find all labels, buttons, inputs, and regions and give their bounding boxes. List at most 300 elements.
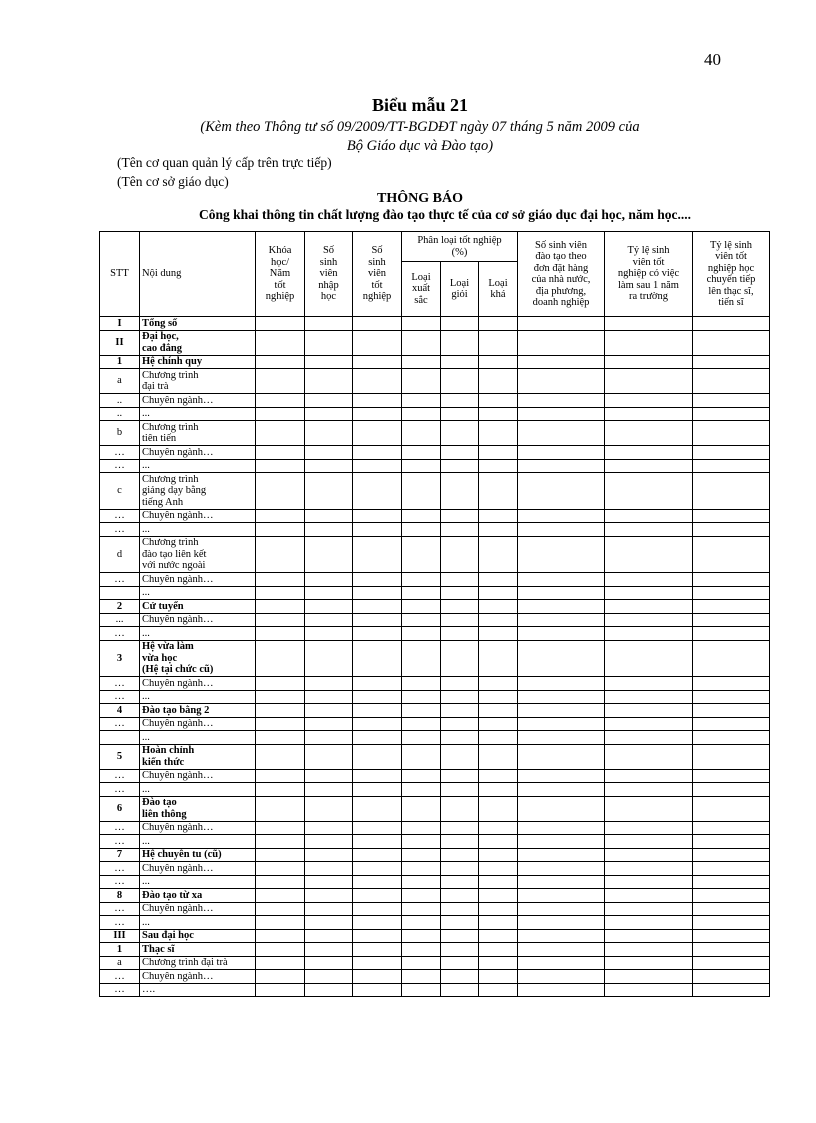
empty-cell[interactable] <box>402 783 441 797</box>
empty-cell[interactable] <box>353 717 402 731</box>
empty-cell[interactable] <box>353 970 402 984</box>
empty-cell[interactable] <box>402 677 441 691</box>
empty-cell[interactable] <box>402 835 441 849</box>
empty-cell[interactable] <box>256 586 305 600</box>
empty-cell[interactable] <box>256 916 305 930</box>
empty-cell[interactable] <box>441 902 479 916</box>
empty-cell[interactable] <box>305 677 353 691</box>
empty-cell[interactable] <box>479 783 518 797</box>
empty-cell[interactable] <box>518 407 605 421</box>
empty-cell[interactable] <box>605 848 693 862</box>
empty-cell[interactable] <box>305 473 353 510</box>
empty-cell[interactable] <box>256 627 305 641</box>
empty-cell[interactable] <box>305 600 353 614</box>
empty-cell[interactable] <box>479 889 518 903</box>
empty-cell[interactable] <box>518 330 605 355</box>
empty-cell[interactable] <box>305 640 353 677</box>
empty-cell[interactable] <box>605 369 693 394</box>
empty-cell[interactable] <box>518 640 605 677</box>
empty-cell[interactable] <box>605 731 693 745</box>
empty-cell[interactable] <box>693 769 770 783</box>
empty-cell[interactable] <box>479 677 518 691</box>
empty-cell[interactable] <box>402 929 441 943</box>
empty-cell[interactable] <box>479 613 518 627</box>
empty-cell[interactable] <box>479 902 518 916</box>
empty-cell[interactable] <box>441 783 479 797</box>
empty-cell[interactable] <box>353 929 402 943</box>
empty-cell[interactable] <box>305 586 353 600</box>
empty-cell[interactable] <box>605 796 693 821</box>
empty-cell[interactable] <box>479 459 518 473</box>
empty-cell[interactable] <box>479 509 518 523</box>
empty-cell[interactable] <box>518 677 605 691</box>
empty-cell[interactable] <box>305 690 353 704</box>
empty-cell[interactable] <box>256 573 305 587</box>
empty-cell[interactable] <box>256 929 305 943</box>
empty-cell[interactable] <box>441 717 479 731</box>
empty-cell[interactable] <box>353 690 402 704</box>
empty-cell[interactable] <box>479 473 518 510</box>
empty-cell[interactable] <box>305 916 353 930</box>
empty-cell[interactable] <box>305 536 353 573</box>
empty-cell[interactable] <box>693 407 770 421</box>
empty-cell[interactable] <box>441 821 479 835</box>
empty-cell[interactable] <box>305 769 353 783</box>
empty-cell[interactable] <box>518 916 605 930</box>
empty-cell[interactable] <box>353 889 402 903</box>
empty-cell[interactable] <box>693 943 770 957</box>
empty-cell[interactable] <box>479 640 518 677</box>
empty-cell[interactable] <box>256 369 305 394</box>
empty-cell[interactable] <box>693 330 770 355</box>
empty-cell[interactable] <box>353 956 402 970</box>
empty-cell[interactable] <box>402 983 441 997</box>
empty-cell[interactable] <box>693 821 770 835</box>
empty-cell[interactable] <box>353 394 402 408</box>
empty-cell[interactable] <box>518 821 605 835</box>
empty-cell[interactable] <box>402 717 441 731</box>
empty-cell[interactable] <box>256 677 305 691</box>
empty-cell[interactable] <box>305 821 353 835</box>
empty-cell[interactable] <box>518 970 605 984</box>
empty-cell[interactable] <box>256 613 305 627</box>
empty-cell[interactable] <box>441 394 479 408</box>
empty-cell[interactable] <box>256 731 305 745</box>
empty-cell[interactable] <box>605 902 693 916</box>
empty-cell[interactable] <box>402 536 441 573</box>
empty-cell[interactable] <box>518 600 605 614</box>
empty-cell[interactable] <box>518 943 605 957</box>
empty-cell[interactable] <box>518 573 605 587</box>
empty-cell[interactable] <box>518 394 605 408</box>
empty-cell[interactable] <box>605 613 693 627</box>
empty-cell[interactable] <box>353 536 402 573</box>
empty-cell[interactable] <box>441 355 479 369</box>
empty-cell[interactable] <box>305 956 353 970</box>
empty-cell[interactable] <box>353 446 402 460</box>
empty-cell[interactable] <box>353 473 402 510</box>
empty-cell[interactable] <box>693 355 770 369</box>
empty-cell[interactable] <box>441 407 479 421</box>
empty-cell[interactable] <box>353 600 402 614</box>
empty-cell[interactable] <box>305 355 353 369</box>
empty-cell[interactable] <box>518 369 605 394</box>
empty-cell[interactable] <box>305 970 353 984</box>
empty-cell[interactable] <box>693 796 770 821</box>
empty-cell[interactable] <box>479 446 518 460</box>
empty-cell[interactable] <box>479 875 518 889</box>
empty-cell[interactable] <box>479 862 518 876</box>
empty-cell[interactable] <box>256 473 305 510</box>
empty-cell[interactable] <box>402 459 441 473</box>
empty-cell[interactable] <box>256 355 305 369</box>
empty-cell[interactable] <box>605 523 693 537</box>
empty-cell[interactable] <box>353 586 402 600</box>
empty-cell[interactable] <box>441 677 479 691</box>
empty-cell[interactable] <box>518 446 605 460</box>
empty-cell[interactable] <box>605 536 693 573</box>
empty-cell[interactable] <box>305 717 353 731</box>
empty-cell[interactable] <box>441 704 479 718</box>
empty-cell[interactable] <box>256 821 305 835</box>
empty-cell[interactable] <box>518 835 605 849</box>
empty-cell[interactable] <box>479 796 518 821</box>
empty-cell[interactable] <box>402 821 441 835</box>
empty-cell[interactable] <box>693 704 770 718</box>
empty-cell[interactable] <box>441 640 479 677</box>
empty-cell[interactable] <box>402 407 441 421</box>
empty-cell[interactable] <box>353 875 402 889</box>
empty-cell[interactable] <box>305 627 353 641</box>
empty-cell[interactable] <box>256 523 305 537</box>
empty-cell[interactable] <box>605 446 693 460</box>
empty-cell[interactable] <box>693 983 770 997</box>
empty-cell[interactable] <box>441 627 479 641</box>
empty-cell[interactable] <box>441 690 479 704</box>
empty-cell[interactable] <box>353 509 402 523</box>
empty-cell[interactable] <box>605 690 693 704</box>
empty-cell[interactable] <box>441 586 479 600</box>
empty-cell[interactable] <box>353 848 402 862</box>
empty-cell[interactable] <box>305 394 353 408</box>
empty-cell[interactable] <box>605 769 693 783</box>
empty-cell[interactable] <box>605 600 693 614</box>
empty-cell[interactable] <box>693 600 770 614</box>
empty-cell[interactable] <box>479 421 518 446</box>
empty-cell[interactable] <box>693 744 770 769</box>
empty-cell[interactable] <box>441 835 479 849</box>
empty-cell[interactable] <box>518 902 605 916</box>
empty-cell[interactable] <box>605 717 693 731</box>
empty-cell[interactable] <box>441 600 479 614</box>
empty-cell[interactable] <box>353 835 402 849</box>
empty-cell[interactable] <box>441 983 479 997</box>
empty-cell[interactable] <box>441 731 479 745</box>
empty-cell[interactable] <box>256 783 305 797</box>
empty-cell[interactable] <box>693 459 770 473</box>
empty-cell[interactable] <box>605 916 693 930</box>
empty-cell[interactable] <box>605 875 693 889</box>
empty-cell[interactable] <box>441 421 479 446</box>
empty-cell[interactable] <box>693 369 770 394</box>
empty-cell[interactable] <box>479 407 518 421</box>
empty-cell[interactable] <box>256 835 305 849</box>
empty-cell[interactable] <box>518 473 605 510</box>
empty-cell[interactable] <box>693 573 770 587</box>
empty-cell[interactable] <box>479 717 518 731</box>
empty-cell[interactable] <box>256 862 305 876</box>
empty-cell[interactable] <box>693 509 770 523</box>
empty-cell[interactable] <box>693 627 770 641</box>
empty-cell[interactable] <box>441 889 479 903</box>
empty-cell[interactable] <box>693 731 770 745</box>
empty-cell[interactable] <box>605 473 693 510</box>
empty-cell[interactable] <box>402 523 441 537</box>
empty-cell[interactable] <box>693 916 770 930</box>
empty-cell[interactable] <box>605 586 693 600</box>
empty-cell[interactable] <box>353 330 402 355</box>
empty-cell[interactable] <box>256 407 305 421</box>
empty-cell[interactable] <box>305 862 353 876</box>
empty-cell[interactable] <box>693 875 770 889</box>
empty-cell[interactable] <box>693 783 770 797</box>
empty-cell[interactable] <box>605 704 693 718</box>
empty-cell[interactable] <box>518 421 605 446</box>
empty-cell[interactable] <box>518 523 605 537</box>
empty-cell[interactable] <box>605 317 693 331</box>
empty-cell[interactable] <box>518 731 605 745</box>
empty-cell[interactable] <box>518 317 605 331</box>
empty-cell[interactable] <box>256 796 305 821</box>
empty-cell[interactable] <box>402 446 441 460</box>
empty-cell[interactable] <box>353 523 402 537</box>
empty-cell[interactable] <box>693 862 770 876</box>
empty-cell[interactable] <box>256 744 305 769</box>
empty-cell[interactable] <box>305 613 353 627</box>
empty-cell[interactable] <box>256 983 305 997</box>
empty-cell[interactable] <box>605 355 693 369</box>
empty-cell[interactable] <box>305 875 353 889</box>
empty-cell[interactable] <box>353 421 402 446</box>
empty-cell[interactable] <box>353 731 402 745</box>
empty-cell[interactable] <box>256 600 305 614</box>
empty-cell[interactable] <box>518 848 605 862</box>
empty-cell[interactable] <box>402 731 441 745</box>
empty-cell[interactable] <box>256 421 305 446</box>
empty-cell[interactable] <box>479 573 518 587</box>
empty-cell[interactable] <box>305 983 353 997</box>
empty-cell[interactable] <box>693 677 770 691</box>
empty-cell[interactable] <box>693 394 770 408</box>
empty-cell[interactable] <box>256 717 305 731</box>
empty-cell[interactable] <box>305 943 353 957</box>
empty-cell[interactable] <box>353 744 402 769</box>
empty-cell[interactable] <box>256 943 305 957</box>
empty-cell[interactable] <box>402 744 441 769</box>
empty-cell[interactable] <box>479 317 518 331</box>
empty-cell[interactable] <box>305 848 353 862</box>
empty-cell[interactable] <box>402 916 441 930</box>
empty-cell[interactable] <box>441 317 479 331</box>
empty-cell[interactable] <box>402 889 441 903</box>
empty-cell[interactable] <box>305 929 353 943</box>
empty-cell[interactable] <box>305 509 353 523</box>
empty-cell[interactable] <box>441 573 479 587</box>
empty-cell[interactable] <box>441 848 479 862</box>
empty-cell[interactable] <box>605 421 693 446</box>
empty-cell[interactable] <box>479 835 518 849</box>
empty-cell[interactable] <box>305 369 353 394</box>
empty-cell[interactable] <box>518 627 605 641</box>
empty-cell[interactable] <box>441 862 479 876</box>
empty-cell[interactable] <box>441 330 479 355</box>
empty-cell[interactable] <box>479 916 518 930</box>
empty-cell[interactable] <box>402 848 441 862</box>
empty-cell[interactable] <box>441 509 479 523</box>
empty-cell[interactable] <box>305 704 353 718</box>
empty-cell[interactable] <box>402 956 441 970</box>
empty-cell[interactable] <box>256 956 305 970</box>
empty-cell[interactable] <box>441 369 479 394</box>
empty-cell[interactable] <box>605 821 693 835</box>
empty-cell[interactable] <box>256 848 305 862</box>
empty-cell[interactable] <box>518 983 605 997</box>
empty-cell[interactable] <box>441 943 479 957</box>
empty-cell[interactable] <box>402 421 441 446</box>
empty-cell[interactable] <box>605 744 693 769</box>
empty-cell[interactable] <box>479 848 518 862</box>
empty-cell[interactable] <box>605 640 693 677</box>
empty-cell[interactable] <box>353 862 402 876</box>
empty-cell[interactable] <box>479 744 518 769</box>
empty-cell[interactable] <box>402 704 441 718</box>
empty-cell[interactable] <box>305 744 353 769</box>
empty-cell[interactable] <box>353 369 402 394</box>
empty-cell[interactable] <box>605 394 693 408</box>
empty-cell[interactable] <box>256 690 305 704</box>
empty-cell[interactable] <box>693 929 770 943</box>
empty-cell[interactable] <box>518 929 605 943</box>
empty-cell[interactable] <box>353 983 402 997</box>
empty-cell[interactable] <box>479 536 518 573</box>
empty-cell[interactable] <box>256 902 305 916</box>
empty-cell[interactable] <box>479 970 518 984</box>
empty-cell[interactable] <box>479 627 518 641</box>
empty-cell[interactable] <box>693 889 770 903</box>
empty-cell[interactable] <box>305 835 353 849</box>
empty-cell[interactable] <box>353 677 402 691</box>
empty-cell[interactable] <box>693 421 770 446</box>
empty-cell[interactable] <box>353 796 402 821</box>
empty-cell[interactable] <box>693 523 770 537</box>
empty-cell[interactable] <box>479 983 518 997</box>
empty-cell[interactable] <box>605 330 693 355</box>
empty-cell[interactable] <box>305 421 353 446</box>
empty-cell[interactable] <box>256 394 305 408</box>
empty-cell[interactable] <box>441 929 479 943</box>
empty-cell[interactable] <box>402 902 441 916</box>
empty-cell[interactable] <box>305 573 353 587</box>
empty-cell[interactable] <box>441 796 479 821</box>
empty-cell[interactable] <box>605 509 693 523</box>
empty-cell[interactable] <box>402 317 441 331</box>
empty-cell[interactable] <box>353 640 402 677</box>
empty-cell[interactable] <box>441 446 479 460</box>
empty-cell[interactable] <box>605 862 693 876</box>
empty-cell[interactable] <box>256 970 305 984</box>
empty-cell[interactable] <box>256 446 305 460</box>
empty-cell[interactable] <box>693 640 770 677</box>
empty-cell[interactable] <box>402 943 441 957</box>
empty-cell[interactable] <box>479 369 518 394</box>
empty-cell[interactable] <box>518 889 605 903</box>
empty-cell[interactable] <box>441 523 479 537</box>
empty-cell[interactable] <box>605 983 693 997</box>
empty-cell[interactable] <box>693 835 770 849</box>
empty-cell[interactable] <box>256 704 305 718</box>
empty-cell[interactable] <box>402 509 441 523</box>
empty-cell[interactable] <box>479 586 518 600</box>
empty-cell[interactable] <box>353 783 402 797</box>
empty-cell[interactable] <box>518 613 605 627</box>
empty-cell[interactable] <box>305 783 353 797</box>
empty-cell[interactable] <box>305 889 353 903</box>
empty-cell[interactable] <box>353 573 402 587</box>
empty-cell[interactable] <box>256 509 305 523</box>
empty-cell[interactable] <box>305 523 353 537</box>
empty-cell[interactable] <box>693 473 770 510</box>
empty-cell[interactable] <box>693 613 770 627</box>
empty-cell[interactable] <box>693 690 770 704</box>
empty-cell[interactable] <box>441 536 479 573</box>
empty-cell[interactable] <box>353 407 402 421</box>
empty-cell[interactable] <box>256 536 305 573</box>
empty-cell[interactable] <box>402 970 441 984</box>
empty-cell[interactable] <box>479 956 518 970</box>
empty-cell[interactable] <box>402 600 441 614</box>
empty-cell[interactable] <box>605 956 693 970</box>
empty-cell[interactable] <box>441 956 479 970</box>
empty-cell[interactable] <box>353 317 402 331</box>
empty-cell[interactable] <box>402 586 441 600</box>
empty-cell[interactable] <box>441 875 479 889</box>
empty-cell[interactable] <box>305 446 353 460</box>
empty-cell[interactable] <box>693 902 770 916</box>
empty-cell[interactable] <box>479 523 518 537</box>
empty-cell[interactable] <box>402 796 441 821</box>
empty-cell[interactable] <box>402 330 441 355</box>
empty-cell[interactable] <box>402 369 441 394</box>
empty-cell[interactable] <box>693 536 770 573</box>
empty-cell[interactable] <box>305 407 353 421</box>
empty-cell[interactable] <box>479 600 518 614</box>
empty-cell[interactable] <box>441 744 479 769</box>
empty-cell[interactable] <box>479 821 518 835</box>
empty-cell[interactable] <box>305 330 353 355</box>
empty-cell[interactable] <box>479 394 518 408</box>
empty-cell[interactable] <box>402 862 441 876</box>
empty-cell[interactable] <box>518 875 605 889</box>
empty-cell[interactable] <box>305 459 353 473</box>
empty-cell[interactable] <box>256 459 305 473</box>
empty-cell[interactable] <box>605 677 693 691</box>
empty-cell[interactable] <box>441 970 479 984</box>
empty-cell[interactable] <box>441 459 479 473</box>
empty-cell[interactable] <box>402 355 441 369</box>
empty-cell[interactable] <box>353 355 402 369</box>
empty-cell[interactable] <box>518 796 605 821</box>
empty-cell[interactable] <box>441 769 479 783</box>
